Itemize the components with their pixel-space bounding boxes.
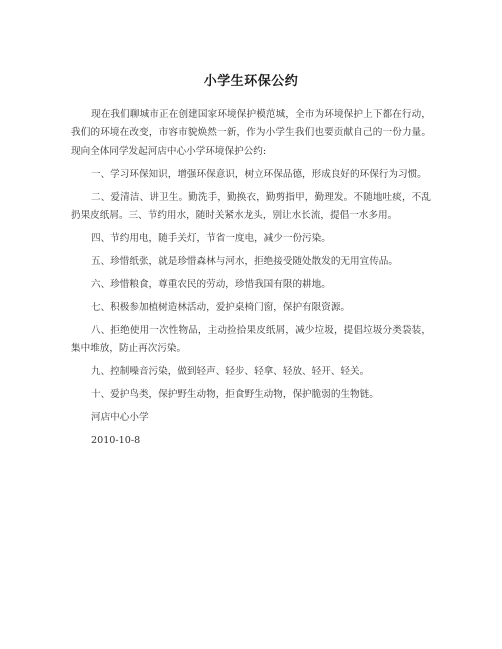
paragraph-rule-8: 八、拒绝使用一次性物品，主动捡拾果皮纸屑，减少垃圾，提倡垃圾分类袋装，集中堆放，防止再次污染。 xyxy=(71,324,431,354)
document-title: 小学生环保公约 xyxy=(203,74,299,89)
paragraph-rule-7: 七、积极参加植树造林活动，爱护桌椅门窗，保护有限资源。 xyxy=(91,301,351,313)
paragraph-rule-9: 九、控制噪音污染，做到轻声、轻步、轻拿、轻放、轻开、轻关。 xyxy=(91,365,370,377)
signature: 河店中心小学 xyxy=(91,411,149,423)
paragraph-rule-2-3: 二、爱清洁、讲卫生。勤洗手，勤换衣，勤剪指甲，勤理发。不随地吐痰，不乱扔果皮纸屑。三、节约用水，随时关紧水龙头，别让水长流，提倡一水多用。 xyxy=(71,191,431,222)
paragraph-rule-5: 五、珍惜纸张，就是珍惜森林与河水，拒绝接受随处散发的无用宣传品。 xyxy=(91,255,398,267)
document-body xyxy=(71,106,431,455)
paragraph-rule-10: 十、爱护鸟类，保护野生动物，拒食野生动物，保护脆弱的生物链。 xyxy=(91,388,379,400)
paragraph-intro: 现在我们聊城市正在创建国家环境保护模范城，全市为环境保护上下都在行动，我们的环境在改变，市容市貌焕然一新，作为小学生我们也要贡献自己的一份力量。现向全体同学发起河店中心小学环境保护公约: xyxy=(71,109,431,157)
paragraph-rule-1: 一、学习环保知识，增强环保意识，树立环保品德，形成良好的环保行为习惯。 xyxy=(91,168,427,180)
date: 2010-10-8 xyxy=(91,434,141,446)
paragraph-rule-6: 六、珍惜粮食，尊重农民的劳动，珍惜我国有限的耕地。 xyxy=(91,278,331,290)
paragraph-rule-4: 四、节约用电，随手关灯，节省一度电，减少一份污染。 xyxy=(91,232,331,244)
